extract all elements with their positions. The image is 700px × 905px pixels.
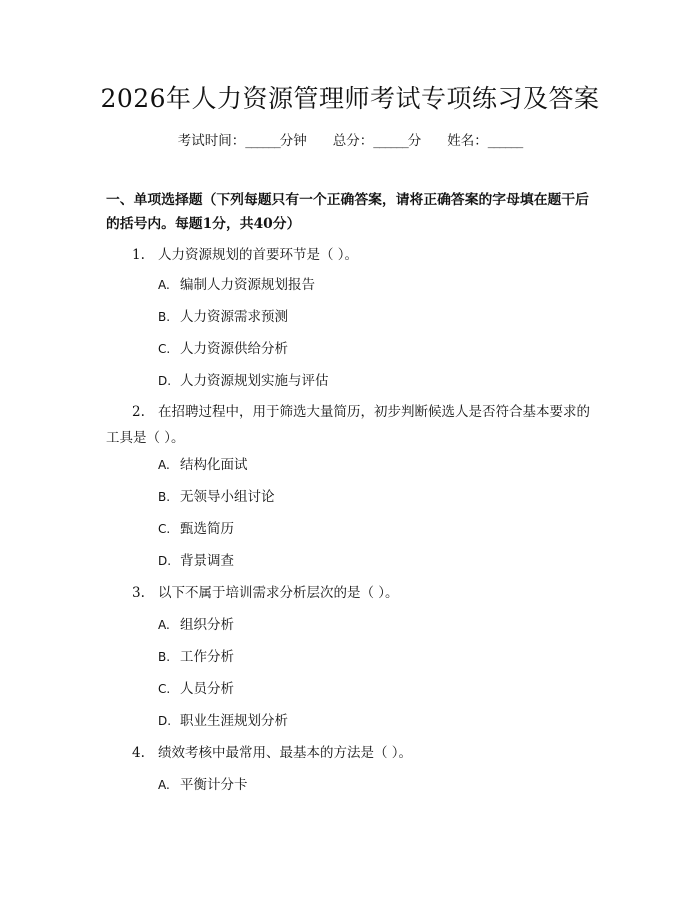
option-item <box>158 710 288 732</box>
option-item <box>158 486 275 508</box>
exam-time-label: 考试时间： <box>177 133 246 149</box>
option-text: 人员分析 <box>180 681 234 697</box>
question-number: 3. <box>132 585 145 601</box>
option-item <box>158 454 248 476</box>
option-letter: A. <box>158 618 170 632</box>
option-letter: B. <box>158 490 171 504</box>
name-blank: ______ <box>487 133 523 149</box>
exam-time-blank: ______ <box>245 133 280 149</box>
option-item <box>158 774 248 796</box>
document-title: 2026年人力资源管理师考试专项练习及答案 <box>100 84 600 113</box>
option-item <box>158 518 234 540</box>
option-letter: C. <box>158 682 171 696</box>
question-number: 2. <box>132 404 145 420</box>
option-letter: A. <box>158 778 170 792</box>
option-letter: B. <box>158 310 171 324</box>
option-letter: C. <box>158 342 171 356</box>
total-score-field <box>333 131 422 151</box>
option-letter: D. <box>158 554 172 568</box>
question-stem <box>106 740 596 766</box>
option-text: 职业生涯规划分析 <box>180 713 288 729</box>
option-letter: D. <box>158 714 172 728</box>
option-text: 甄选简历 <box>180 521 234 537</box>
question-text: 绩效考核中最常用、最基本的方法是（ ）。 <box>158 745 413 761</box>
option-item <box>158 306 288 328</box>
exam-time-field <box>178 131 307 151</box>
question-number: 1. <box>132 247 145 263</box>
total-score-blank: ______ <box>373 133 408 149</box>
option-item <box>158 646 234 668</box>
option-text: 结构化面试 <box>180 457 248 473</box>
exam-time-unit: 分钟 <box>279 133 307 149</box>
option-text: 工作分析 <box>180 649 234 665</box>
question-stem <box>106 580 596 606</box>
option-text: 人力资源需求预测 <box>180 309 288 325</box>
question-stem <box>106 399 596 451</box>
option-item <box>158 678 234 700</box>
option-text: 背景调查 <box>180 553 234 569</box>
option-item <box>158 370 329 392</box>
option-item <box>158 614 234 636</box>
option-letter: D. <box>158 374 172 388</box>
total-score-unit: 分 <box>407 133 422 149</box>
option-item <box>158 550 234 572</box>
option-text: 无领导小组讨论 <box>180 489 275 505</box>
option-text: 平衡计分卡 <box>180 777 248 793</box>
question-stem <box>106 242 596 268</box>
question-text: 在招聘过程中，用于筛选大量简历，初步判断候选人是否符合基本要求的工具是（ ）。 <box>106 404 590 446</box>
option-letter: A. <box>158 458 170 472</box>
section-heading: 一、单项选择题（下列每题只有一个正确答案，请将正确答案的字母填在题干后的括号内。每题1分，共40分） <box>106 192 589 232</box>
option-text: 人力资源规划实施与评估 <box>180 373 329 389</box>
question-text: 以下不属于培训需求分析层次的是（ ）。 <box>158 585 399 601</box>
option-letter: C. <box>158 522 171 536</box>
question-number: 4. <box>132 745 145 761</box>
name-label: 姓名： <box>447 133 488 149</box>
question-text: 人力资源规划的首要环节是（ ）。 <box>158 247 359 263</box>
option-letter: B. <box>158 650 171 664</box>
option-text: 人力资源供给分析 <box>180 341 288 357</box>
option-text: 组织分析 <box>180 617 234 633</box>
exam-info-line <box>0 131 700 151</box>
total-score-label: 总分： <box>332 133 374 149</box>
option-item <box>158 338 288 360</box>
name-field <box>447 131 522 151</box>
option-text: 编制人力资源规划报告 <box>180 277 315 293</box>
option-letter: A. <box>158 278 170 292</box>
option-item <box>158 274 315 296</box>
